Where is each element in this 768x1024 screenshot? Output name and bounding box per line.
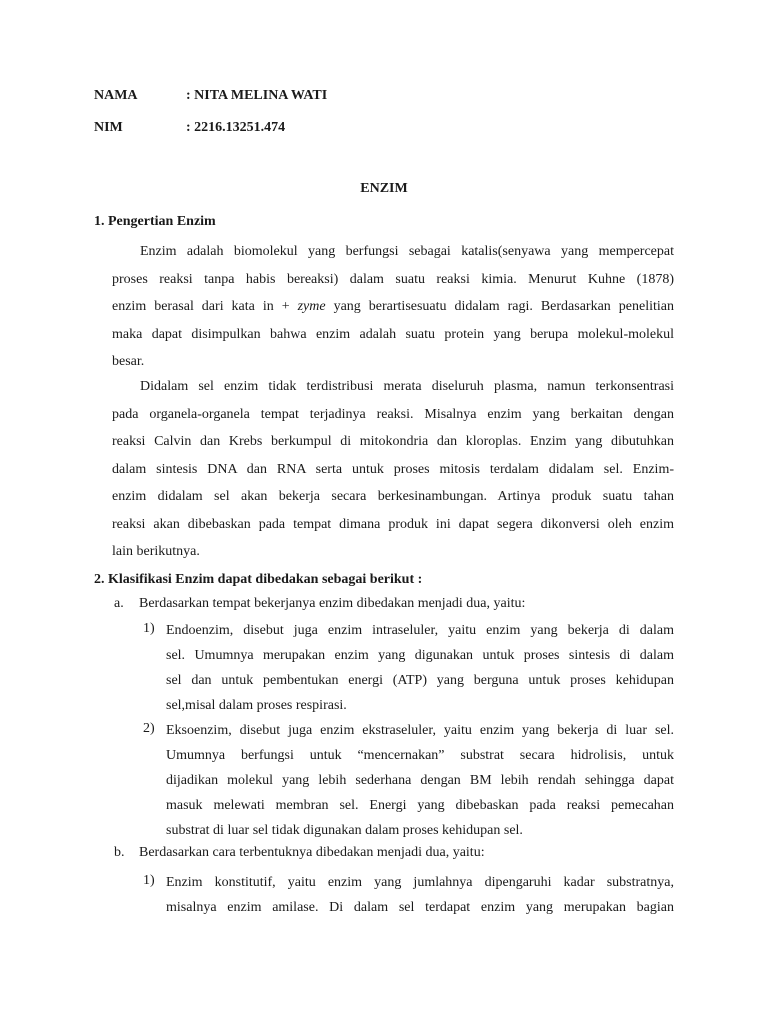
- list-item-endoenzim: [166, 618, 674, 718]
- paragraph-line: misalnya enzim amilase. Di dalam sel terdapat enzim yang merupakan bagian: [166, 900, 674, 915]
- paragraph-line: Eksoenzim, disebut juga enzim ekstraseluler, yaitu enzim yang bekerja di luar sel.: [166, 723, 674, 738]
- paragraph-line: reaksi Calvin dan Krebs berkumpul di mitokondria dan kloroplas. Enzim yang dibutuhkan: [112, 434, 674, 449]
- list-item-b-text: Berdasarkan cara terbentuknya dibedakan menjadi dua, yaitu:: [139, 845, 485, 860]
- paragraph-line: sel,misal dalam proses respirasi.: [166, 698, 347, 713]
- list-marker-b: b.: [114, 845, 125, 860]
- list-marker-a: a.: [114, 596, 124, 611]
- list-number: 2): [143, 721, 155, 736]
- nama-label: NAMA: [94, 88, 138, 103]
- paragraph-line: Enzim konstitutif, yaitu enzim yang jumlahnya dipengaruhi kadar substratnya,: [166, 875, 674, 890]
- paragraph-line: enzim didalam sel akan bekerja secara berkesinambungan. Artinya produk suatu tahan: [112, 489, 674, 504]
- nim-label: NIM: [94, 120, 123, 135]
- italic-term: zyme: [297, 299, 326, 314]
- paragraph-line: reaksi akan dibebaskan pada tempat dimana produk ini dapat segera dikonversi oleh enzim: [112, 516, 674, 532]
- list-item-konstitutif: [166, 870, 674, 920]
- paragraph-line: Endoenzim, disebut juga enzim intraseluler, yaitu enzim yang bekerja di dalam: [166, 623, 674, 638]
- list-number: 1): [143, 621, 155, 636]
- section-1-heading: 1. Pengertian Enzim: [94, 214, 216, 229]
- text-fragment: enzim berasal dari kata in +: [112, 299, 298, 314]
- nama-value: : NITA MELINA WATI: [186, 88, 328, 103]
- page-title: ENZIM: [360, 181, 408, 196]
- section-1-paragraph-2: [112, 373, 674, 566]
- list-item-a-text: Berdasarkan tempat bekerjanya enzim dibedakan menjadi dua, yaitu:: [139, 596, 526, 611]
- paragraph-line: dijadikan molekul yang lebih sederhana dengan BM lebih rendah sehingga dapat: [166, 773, 674, 788]
- paragraph-line: besar.: [112, 354, 145, 369]
- paragraph-line: pada organela-organela tempat terjadinya reaksi. Misalnya enzim yang berkaitan dengan: [112, 406, 674, 422]
- paragraph-line: sel. Umumnya merupakan enzim yang digunakan untuk proses sintesis di dalam: [166, 648, 674, 663]
- paragraph-line: lain berikutnya.: [112, 544, 200, 559]
- list-number: 1): [143, 873, 155, 888]
- paragraph-line: substrat di luar sel tidak digunakan dalam proses kehidupan sel.: [166, 823, 523, 838]
- text-fragment: yang berartisesuatu didalam ragi. Berdasarkan penelitian: [325, 299, 674, 314]
- paragraph-line: masuk melewati membran sel. Energi yang dibebaskan pada reaksi pemecahan: [166, 798, 674, 813]
- paragraph-line: Umumnya berfungsi untuk “mencernakan” substrat secara hidrolisis, untuk: [166, 748, 674, 763]
- section-1-paragraph-1: [112, 238, 674, 376]
- paragraph-line: [112, 293, 674, 321]
- paragraph-line: Enzim adalah biomolekul yang berfungsi sebagai katalis(senyawa yang mempercepat: [140, 244, 674, 259]
- list-item-eksoenzim: [166, 718, 674, 843]
- paragraph-line: Didalam sel enzim tidak terdistribusi merata diseluruh plasma, namun terkonsentrasi: [140, 379, 674, 394]
- paragraph-line: maka dapat disimpulkan bahwa enzim adalah suatu protein yang berupa molekul-molekul: [112, 326, 674, 342]
- nim-value: : 2216.13251.474: [186, 120, 286, 135]
- paragraph-line: sel dan untuk pembentukan energi (ATP) yang berguna untuk proses kehidupan: [166, 673, 674, 688]
- paragraph-line: proses reaksi tanpa habis bereaksi) dalam suatu reaksi kimia. Menurut Kuhne (1878): [112, 271, 674, 287]
- section-2-heading: 2. Klasifikasi Enzim dapat dibedakan sebagai berikut :: [94, 572, 423, 587]
- paragraph-line: dalam sintesis DNA dan RNA serta untuk proses mitosis terdalam didalam sel. Enzim-: [112, 461, 674, 477]
